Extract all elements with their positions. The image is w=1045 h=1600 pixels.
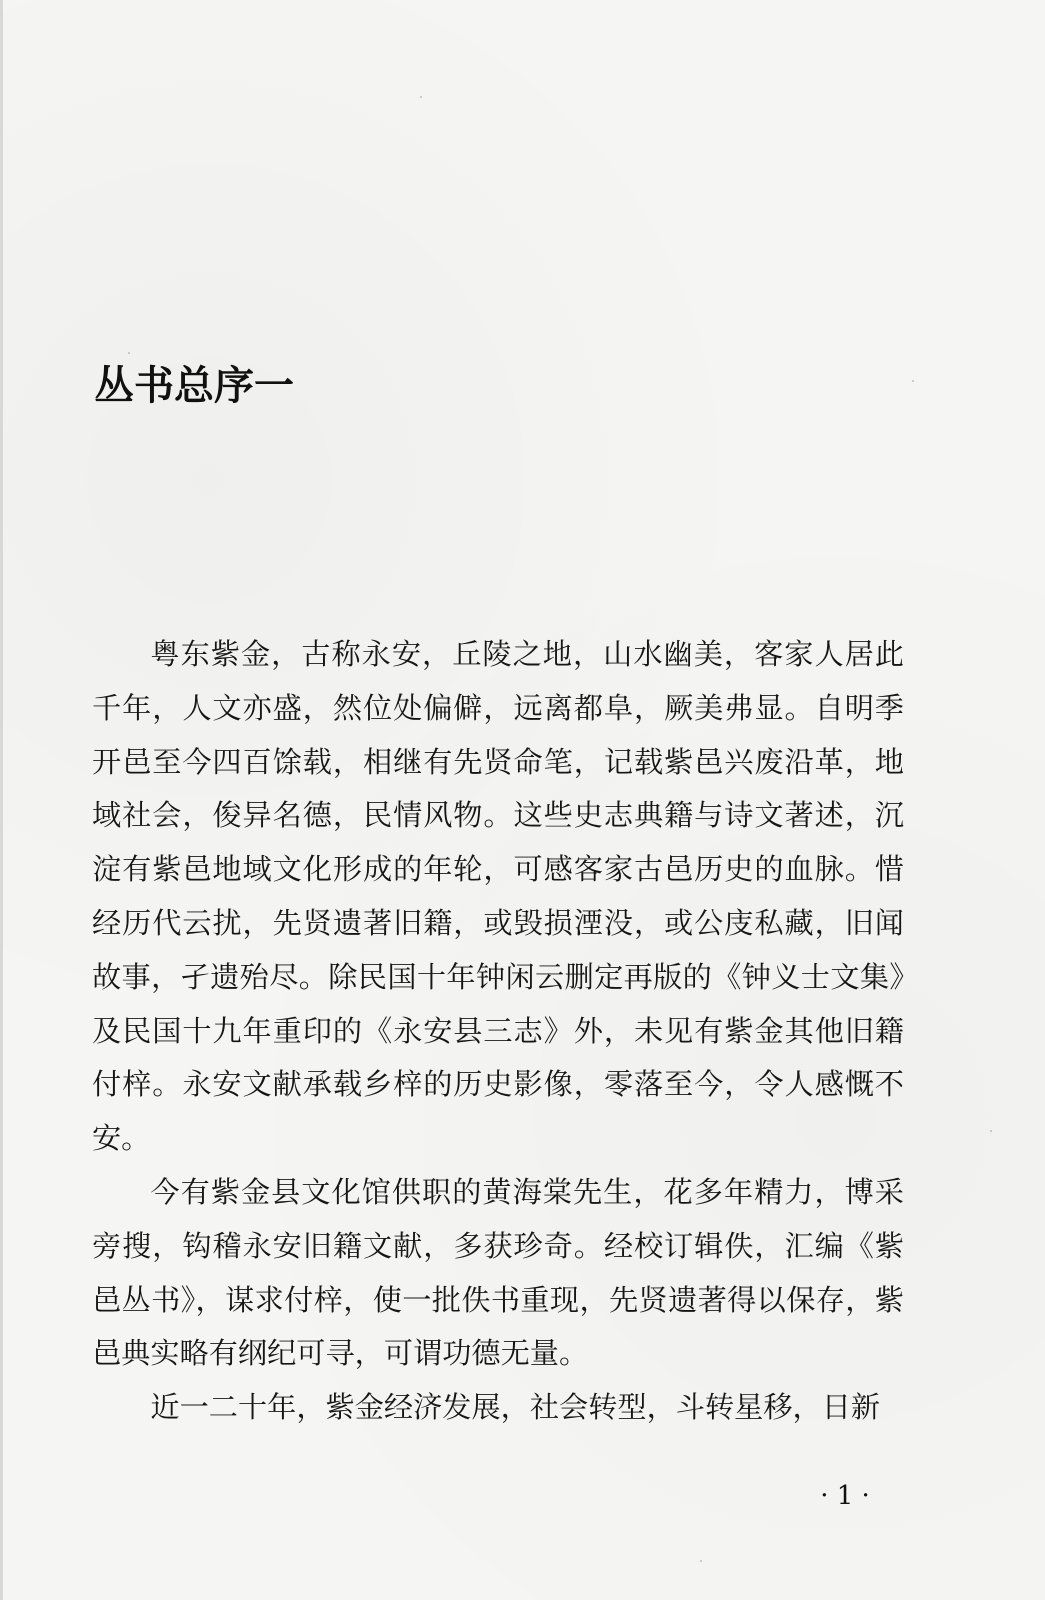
paragraph: 近一二十年，紫金经济发展，社会转型，斗转星移，日新: [150, 1390, 881, 1425]
page-edge: [0, 0, 3, 1600]
body-text: [92, 628, 904, 1435]
scan-speck: [700, 1560, 702, 1562]
paragraph: 今有紫金县文化馆供职的黄海棠先生，花多年精力，博采旁搜，钩稽永安旧籍文献，多获珍奇。经校订辑佚，汇编《紫邑丛书》，谋求付梓，使一批佚书重现，先贤遗著得以保存，紫邑典实略有纲纪可寻，可谓功德无量。: [92, 1174, 904, 1371]
paragraph: 粤东紫金，古称永安，丘陵之地，山水幽美，客家人居此千年，人文亦盛，然位处偏僻，远离都阜，厥美弗显。自明季开邑至今四百馀载，相继有先贤命笔，记载紫邑兴废沿革，地域社会，俊异名德，民情风物。这些史志典籍与诗文著述，沉淀有紫邑地域文化形成的年轮，可感客家古邑历史的血脉。惜经历代云扰，先贤遗著旧籍，或毁损湮没，或公庋私藏，旧闻故事，孑遗殆尽。除民国十年钟闲云删定再版的《钟义士文集》及民国十九年重印的《永安县三志》外，未见有紫金其他旧籍付梓。永安文献承载乡梓的历史影像，零落至今，令人感慨不安。: [92, 637, 904, 1156]
section-heading: 丛书总序一: [94, 363, 294, 409]
scan-speck: [912, 380, 914, 382]
page-number: · 1 ·: [820, 1481, 870, 1511]
scan-speck: [420, 96, 422, 98]
scan-speck: [990, 1130, 992, 1132]
scan-speck: [128, 352, 130, 354]
